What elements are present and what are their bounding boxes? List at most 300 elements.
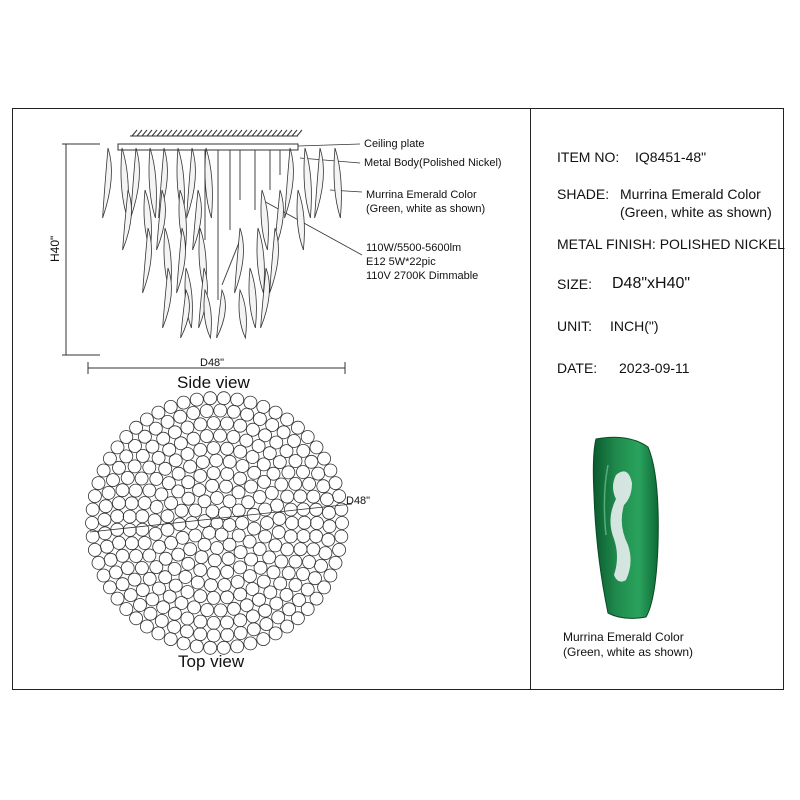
top-view-circle	[336, 517, 349, 530]
ceiling-plate-label: Ceiling plate	[364, 138, 425, 150]
glass-shade	[334, 148, 341, 218]
hatch-mark	[262, 130, 267, 136]
top-view-circle	[214, 404, 227, 417]
top-view-circle	[130, 421, 143, 434]
top-view-circle	[220, 480, 233, 493]
hatch-mark	[177, 130, 182, 136]
top-view-circle	[125, 537, 138, 550]
top-view-circle	[297, 568, 310, 581]
top-view-circle	[177, 396, 190, 409]
top-view-circle	[267, 467, 280, 480]
top-view-circle	[294, 490, 307, 503]
top-view-circle	[97, 569, 110, 582]
top-view-circle	[98, 513, 111, 526]
top-view-circle	[130, 550, 143, 563]
top-view-circle	[333, 543, 346, 556]
top-view-circle	[234, 419, 247, 432]
glass-shade	[270, 228, 279, 293]
top-view-circle	[124, 589, 137, 602]
top-view-circle	[257, 633, 270, 646]
glass-shade	[149, 148, 156, 218]
top-view-circle	[221, 566, 234, 579]
top-view-circle	[291, 421, 304, 434]
top-view-circle	[223, 518, 236, 531]
top-view-circle	[92, 556, 105, 569]
top-view-circle	[281, 490, 294, 503]
spec-date-key: DATE:	[557, 360, 598, 376]
height-label: H40"	[48, 235, 62, 262]
top-view-circle	[144, 607, 157, 620]
top-view-circle	[222, 552, 235, 565]
top-view-circle	[111, 441, 124, 454]
top-view-circle	[227, 431, 240, 444]
hatch-mark	[242, 130, 247, 136]
top-view-circle	[269, 406, 282, 419]
top-view-circle	[223, 455, 236, 468]
top-view-circle	[214, 604, 227, 617]
spec-unit	[557, 318, 659, 335]
top-view-circle	[277, 426, 290, 439]
top-view-circle	[289, 555, 302, 568]
top-view-circle	[207, 467, 220, 480]
top-view-circle	[194, 590, 207, 603]
top-view-circle	[254, 561, 267, 574]
hatch-mark	[217, 130, 222, 136]
top-view-circle	[221, 616, 234, 629]
top-view-circle	[107, 474, 120, 487]
top-view-circle	[207, 591, 220, 604]
top-view-circle	[125, 497, 138, 510]
top-view-circle	[88, 543, 101, 556]
top-view-circle	[200, 430, 213, 443]
glass-shade	[181, 290, 190, 338]
top-view-circle	[97, 464, 110, 477]
top-view-circle	[168, 607, 181, 620]
top-view-circle	[120, 431, 133, 444]
top-view-circle	[321, 493, 334, 506]
spec-date	[557, 360, 690, 377]
top-view-circle	[236, 460, 249, 473]
hatch-mark	[142, 130, 147, 136]
top-view-circle	[231, 640, 244, 653]
hatch-mark	[237, 130, 242, 136]
glass-shade	[261, 190, 268, 250]
top-view-circle	[303, 478, 316, 491]
top-view-circle	[307, 543, 320, 556]
lamp-label-line2: E12 5W*22pic	[366, 256, 436, 268]
top-view-circle	[181, 612, 194, 625]
top-view-circle	[210, 454, 223, 467]
top-view-circle	[261, 517, 274, 530]
top-view-circle	[189, 529, 202, 542]
top-view-circle	[168, 621, 181, 634]
top-view-circle	[272, 526, 285, 539]
top-view-circle	[201, 604, 214, 617]
top-view-circle	[135, 472, 148, 485]
hatch-mark	[172, 130, 177, 136]
hatch-mark	[297, 130, 302, 136]
glass-shade	[249, 268, 256, 328]
top-view-circle	[165, 536, 178, 549]
top-view-circle	[116, 578, 129, 591]
top-view-circle	[293, 594, 306, 607]
top-view-circle	[86, 503, 99, 516]
top-view-circle	[266, 419, 279, 432]
top-view-circle	[244, 396, 257, 409]
top-view-circle	[281, 620, 294, 633]
top-view-circle	[194, 469, 207, 482]
top-view-circle	[159, 571, 172, 584]
top-view-circle	[218, 579, 231, 592]
top-view-circle	[203, 526, 216, 539]
top-view-circle	[234, 627, 247, 640]
top-view-circle	[333, 490, 346, 503]
top-view-circle	[335, 530, 348, 543]
top-view-circle	[136, 523, 149, 536]
top-view-circle	[221, 417, 234, 430]
top-view-circle	[143, 484, 156, 497]
top-view-circle	[289, 579, 302, 592]
top-view-circle	[149, 527, 162, 540]
hatch-mark	[132, 130, 137, 136]
spec-shade-value-line2: (Green, white as shown)	[620, 204, 772, 220]
top-view-circle	[241, 408, 254, 421]
lamp-label-line3: 110V 2700K Dimmable	[366, 270, 479, 282]
top-view-circle	[164, 633, 177, 646]
spec-item-no-value: IQ8451-48"	[635, 149, 707, 165]
top-view-circle	[221, 629, 234, 642]
top-view-circle	[221, 468, 234, 481]
glass-shade	[177, 228, 186, 293]
top-view-circle	[152, 406, 165, 419]
top-view-circle	[88, 490, 101, 503]
top-view-diameter-label: D48"	[346, 495, 371, 507]
side-view-caption: Side view	[177, 373, 250, 392]
top-view-circle	[207, 566, 220, 579]
ceiling-hatch	[130, 130, 302, 136]
top-view-circle	[271, 499, 284, 512]
top-view-circle	[273, 512, 286, 525]
top-view-circle	[318, 581, 331, 594]
top-view-circle	[298, 516, 311, 529]
top-view-circle	[319, 547, 332, 560]
top-view-circle	[140, 413, 153, 426]
top-view-circle	[288, 435, 301, 448]
top-view-circle	[280, 588, 293, 601]
top-view-circle	[227, 405, 240, 418]
top-view-circle	[245, 480, 258, 493]
top-view-circle	[211, 492, 224, 505]
top-view-circle	[184, 460, 197, 473]
glass-shade	[163, 268, 172, 328]
hatch-mark	[197, 130, 202, 136]
top-view-circle	[150, 472, 163, 485]
top-view-circle	[136, 510, 149, 523]
top-view-circle	[303, 556, 316, 569]
top-view-circle	[315, 559, 328, 572]
top-view-circle	[329, 556, 342, 569]
hatch-mark	[167, 130, 172, 136]
glass-shade	[143, 228, 152, 293]
top-view-circle	[161, 523, 174, 536]
top-view-circle	[248, 522, 261, 535]
glass-shade	[257, 228, 264, 293]
hatch-mark	[162, 130, 167, 136]
top-view-circle	[214, 429, 227, 442]
top-view-circle	[157, 601, 170, 614]
top-view-circle	[194, 564, 207, 577]
top-view-circle	[269, 627, 282, 640]
top-view-circle	[152, 627, 165, 640]
top-view-circle	[113, 497, 126, 510]
top-view-circle	[194, 615, 207, 628]
top-view-circle	[172, 467, 185, 480]
top-view-circle	[173, 518, 186, 531]
top-view-circle	[109, 566, 122, 579]
hatch-mark	[267, 130, 272, 136]
top-view-circle	[284, 530, 297, 543]
top-view-circle	[258, 475, 271, 488]
top-view-circle	[247, 623, 260, 636]
top-view-circle	[99, 500, 112, 513]
top-view-circle	[205, 579, 218, 592]
top-view-circle	[231, 393, 244, 406]
top-view-circle	[86, 517, 99, 530]
hatch-mark	[147, 130, 152, 136]
top-view-circle	[207, 629, 220, 642]
top-view-circle	[191, 576, 204, 589]
top-view-circle	[207, 442, 220, 455]
top-view-circle	[243, 570, 256, 583]
spec-metal-finish-value: POLISHED NICKEL	[659, 236, 785, 252]
top-view-circle	[103, 452, 116, 465]
top-view-circle	[200, 405, 213, 418]
hatch-mark	[227, 130, 232, 136]
top-view-circle	[324, 569, 337, 582]
spec-shade-key: SHADE:	[557, 186, 610, 202]
top-view-circle	[194, 628, 207, 641]
top-view-circle	[234, 472, 247, 485]
top-view-circle	[318, 452, 331, 465]
hatch-mark	[222, 130, 227, 136]
hatch-mark	[287, 130, 292, 136]
top-view-circle	[103, 581, 116, 594]
top-view-circle	[282, 466, 295, 479]
top-view-circle	[259, 530, 272, 543]
hatch-mark	[232, 130, 237, 136]
top-view-circle	[180, 625, 193, 638]
hatch-mark	[272, 130, 277, 136]
hatch-mark	[137, 130, 142, 136]
top-view-circle	[198, 515, 211, 528]
top-view-circle	[204, 392, 217, 405]
hatch-mark	[292, 130, 297, 136]
top-view-circle	[263, 551, 276, 564]
top-view-circle	[284, 503, 297, 516]
top-view-drawing	[86, 392, 349, 655]
hatch-mark	[192, 130, 197, 136]
spec-unit-value: INCH(")	[610, 318, 659, 334]
top-view-circle	[307, 490, 320, 503]
top-view-circle	[138, 497, 151, 510]
hatch-mark	[182, 130, 187, 136]
glass-shade	[187, 148, 196, 218]
top-view-circle	[195, 551, 208, 564]
top-view-circle	[286, 517, 299, 530]
top-view-circle	[104, 553, 117, 566]
sample-caption-line2: (Green, white as shown)	[563, 645, 694, 659]
hatch-mark	[277, 130, 282, 136]
top-view-circle	[187, 407, 200, 420]
top-view-circle	[146, 593, 159, 606]
top-view-circle	[120, 603, 133, 616]
top-view-circle	[134, 599, 147, 612]
top-view-circle	[297, 444, 310, 457]
glass-shade	[239, 290, 246, 338]
top-view-circle	[281, 543, 294, 556]
top-view-circle	[310, 592, 323, 605]
top-view-circle	[99, 527, 112, 540]
top-view-circle	[310, 530, 323, 543]
top-view-circle	[282, 567, 295, 580]
top-view-circle	[172, 548, 185, 561]
top-view-circle	[111, 592, 124, 605]
hatch-mark	[152, 130, 157, 136]
top-view-circle	[111, 510, 124, 523]
top-view-circle	[128, 573, 141, 586]
spec-metal-finish	[557, 236, 785, 253]
top-view-circle	[143, 461, 156, 474]
top-view-circle	[196, 456, 209, 469]
top-view-circle	[121, 471, 134, 484]
top-view-circle	[172, 485, 185, 498]
top-view-circle	[129, 440, 142, 453]
top-view-circle	[182, 557, 195, 570]
shade-label-line1: Murrina Emerald Color	[366, 189, 477, 201]
glass-shade	[235, 228, 244, 293]
top-view-circle	[190, 393, 203, 406]
top-view-circle	[275, 478, 288, 491]
metal-body-label: Metal Body(Polished Nickel)	[364, 157, 502, 169]
top-view-circle	[138, 537, 151, 550]
top-view-circle	[257, 400, 270, 413]
glass-shades	[103, 148, 342, 338]
top-view-circle	[231, 576, 244, 589]
hatch-mark	[247, 130, 252, 136]
spec-shade-value-line1: Murrina Emerald Color	[620, 186, 761, 202]
sample-caption-line1: Murrina Emerald Color	[563, 630, 684, 644]
top-view-circle	[253, 413, 266, 426]
top-view-circle	[193, 484, 206, 497]
hatch-mark	[207, 130, 212, 136]
spec-unit-key: UNIT:	[557, 318, 592, 334]
top-view-circle	[164, 400, 177, 413]
top-view-circle	[312, 467, 325, 480]
top-view-circle	[253, 491, 266, 504]
top-view-circle	[227, 602, 240, 615]
spec-item-no-key: ITEM NO:	[557, 149, 620, 165]
top-view-circle	[136, 584, 149, 597]
top-view-circle	[123, 524, 136, 537]
top-view-circle	[311, 517, 324, 530]
glass-shade	[297, 190, 304, 250]
top-view-caption: Top view	[178, 652, 245, 671]
top-view-circle	[275, 555, 288, 568]
top-view-circle	[143, 572, 156, 585]
spec-metal-finish-key: METAL FINISH:	[557, 236, 656, 252]
top-view-circle	[246, 610, 259, 623]
top-view-circle	[208, 554, 221, 567]
top-view-circle	[310, 441, 323, 454]
top-view-circle	[161, 510, 174, 523]
top-view-circle	[269, 539, 282, 552]
top-view-circle	[294, 543, 307, 556]
top-view-circle	[323, 506, 336, 519]
top-view-circle	[242, 496, 255, 509]
top-view-circle	[301, 431, 314, 444]
spec-shade	[557, 186, 772, 220]
top-view-circle	[207, 417, 220, 430]
height-dimension	[62, 144, 100, 355]
top-view-circle	[130, 612, 143, 625]
hatch-mark	[187, 130, 192, 136]
top-view-circle	[267, 566, 280, 579]
top-view-circle	[143, 549, 156, 562]
top-view-circle	[121, 562, 134, 575]
top-view-circle	[289, 477, 302, 490]
glass-shade	[205, 148, 212, 218]
width-label: D48"	[200, 357, 225, 369]
top-view-circle	[123, 510, 136, 523]
shade-label-line2: (Green, white as shown)	[366, 203, 486, 215]
top-view-circle	[301, 603, 314, 616]
hatch-mark	[282, 130, 287, 136]
top-view-circle	[152, 451, 165, 464]
top-view-circle	[317, 480, 330, 493]
top-view-circle	[184, 543, 197, 556]
top-view-circle	[244, 637, 257, 650]
top-view-circle	[322, 533, 335, 546]
glass-shade	[285, 148, 294, 218]
spec-date-value: 2023-09-11	[619, 360, 690, 376]
top-view-circle	[305, 455, 318, 468]
top-view-circle	[116, 549, 129, 562]
top-view-circle	[223, 538, 236, 551]
top-view-circle	[281, 413, 294, 426]
spec-item-no	[557, 149, 707, 166]
top-view-circle	[236, 517, 249, 530]
top-view-circle	[150, 501, 163, 514]
glass-shade	[204, 290, 211, 338]
top-view-circle	[186, 517, 199, 530]
top-view-circle	[150, 561, 163, 574]
top-view-circle	[129, 484, 142, 497]
top-view-circle	[194, 418, 207, 431]
top-view-circle	[113, 536, 126, 549]
top-view-circle	[155, 615, 168, 628]
top-view-circle	[116, 484, 129, 497]
top-view-circle	[297, 530, 310, 543]
hatch-mark	[157, 130, 162, 136]
glass-shade	[131, 148, 140, 218]
top-view-circle	[324, 464, 337, 477]
lamp-label-line1: 110W/5500-5600lm	[366, 242, 462, 254]
hatch-mark	[212, 130, 217, 136]
spec-size	[557, 275, 691, 293]
top-view-circle	[221, 442, 234, 455]
hatch-mark	[202, 130, 207, 136]
top-view-circle	[329, 477, 342, 490]
